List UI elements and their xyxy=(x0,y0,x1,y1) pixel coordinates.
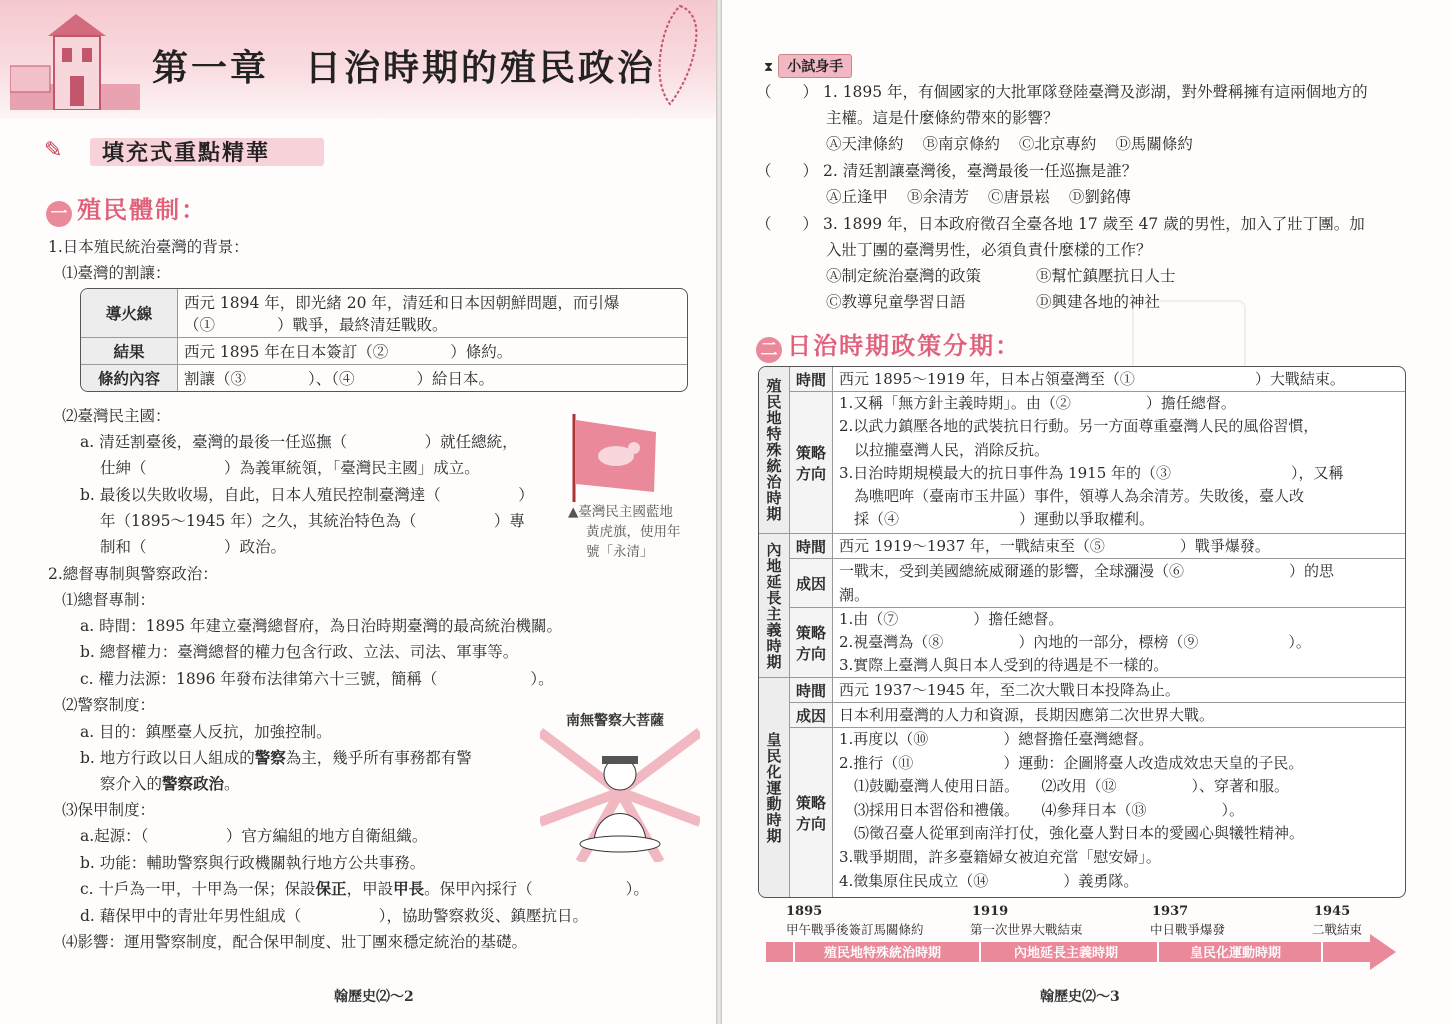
question-text: 主權。這是什麼條約帶來的影響？ xyxy=(826,109,1059,127)
part1-heading xyxy=(46,190,207,227)
item2-sub2: ⑵警察制度： xyxy=(62,696,156,714)
row-key: 成因 xyxy=(790,703,833,728)
text-run: ，甲設 xyxy=(346,880,394,898)
cause-line: 潮。 xyxy=(839,586,870,604)
row-value xyxy=(833,608,1405,678)
row-value: 西元 1895～1919 年，日本占領臺灣至（① ）大戰結束。 xyxy=(833,367,1405,392)
text-line xyxy=(100,772,240,794)
caption-line: 號「永清」 xyxy=(586,544,654,560)
question-1 xyxy=(756,80,1368,102)
text-line: b. 功能：輔助警察與行政機關執行地方公共事務。 xyxy=(80,854,426,872)
item1: 1.日本殖民統治臺灣的背景： xyxy=(48,238,249,256)
strategy-line: ⑴鼓勵臺灣人使用日語。 ⑵改用（⑫ ）、穿著和服。 xyxy=(839,777,1290,796)
left-page xyxy=(0,0,716,1024)
part1-title: 殖民體制： xyxy=(77,195,208,224)
text-line: c. 權力法源：1896 年發布法律第六十三號，簡稱（ ）。 xyxy=(80,670,554,688)
table-value: 割讓（③ ）、（④ ）給日本。 xyxy=(184,370,495,388)
strategy-line: 1.又稱「無方針主義時期」。由（② ）擔任總督。 xyxy=(839,394,1236,412)
cause-line: 一戰末，受到美國總統威爾遜的影響，全球瀰漫（⑥ ）的思 xyxy=(839,562,1335,580)
option: Ⓒ教導兒童學習日語 xyxy=(826,293,966,311)
table-key: 導火線 xyxy=(81,289,178,338)
options xyxy=(826,132,1193,154)
option: Ⓑ余清芳 xyxy=(906,188,969,206)
period-name: 內地延長主義時期 xyxy=(759,534,790,678)
item1-sub2: ⑵臺灣民主國： xyxy=(62,407,171,425)
question-num: 3. xyxy=(822,215,838,233)
row-value: 西元 1919～1937 年，一戰結束至（⑤ ）戰爭爆發。 xyxy=(833,534,1405,559)
row-value: 西元 1937～1945 年，至二次大戰日本投降為止。 xyxy=(833,678,1405,703)
strategy-line: ⑸徵召臺人從軍到南洋打仗，強化臺人對日本的愛國心與犧牲精神。 xyxy=(839,824,1305,843)
text-line: b. 總督權力：臺灣總督的權力包含行政、立法、司法、軍事等。 xyxy=(80,643,519,661)
question-text: 1895 年，有個國家的大批軍隊登陸臺灣及澎湖，對外聲稱擁有這兩個地方的 xyxy=(842,83,1368,101)
strategy-line: 4.徵集原住民成立（⑭ ）義勇隊。 xyxy=(839,871,1139,890)
timeline-year: 1895 xyxy=(786,904,823,919)
item2-sub3: ⑶保甲制度： xyxy=(62,801,156,819)
row-key: 策略方向 xyxy=(790,392,833,534)
row-key: 策略方向 xyxy=(790,728,833,897)
text-line: 年（1895～1945 年）之久，其統治特色為（ ）專 xyxy=(100,512,525,530)
table-line: （① ）戰爭，最終清廷戰敗。 xyxy=(184,316,448,334)
option: Ⓒ唐景崧 xyxy=(987,188,1050,206)
table-row xyxy=(81,365,687,391)
question-text: 清廷割讓臺灣後，臺灣最後一任巡撫是誰？ xyxy=(842,162,1138,180)
strategy-line: 以拉攏臺灣人民，消除反抗。 xyxy=(839,440,1050,459)
illus-title: 南無警察大菩薩 xyxy=(566,713,664,729)
question-num: 2. xyxy=(822,162,838,180)
quiz-label: 小試身手 xyxy=(778,54,852,78)
treaty-table xyxy=(80,288,688,392)
timeline-period: 殖民地特殊統治時期 xyxy=(824,946,942,961)
bold-term: 警察政治 xyxy=(162,774,225,793)
table-key: 結果 xyxy=(81,338,178,365)
flag-caption xyxy=(568,502,681,562)
pen-icon: ✎ xyxy=(44,138,63,163)
police-buddha-illustration xyxy=(540,712,700,862)
timeline-period: 皇民化運動時期 xyxy=(1190,946,1282,961)
tiger-flag-illustration xyxy=(570,412,660,502)
question-text: 入壯丁團的臺灣男性，必須負責什麼樣的工作？ xyxy=(826,241,1152,259)
right-page xyxy=(722,0,1452,1024)
text-line xyxy=(80,877,649,899)
page-number-left: 翰歷史⑵～2 xyxy=(334,989,414,1005)
option: Ⓑ南京條約 xyxy=(922,135,1000,153)
row-key: 時間 xyxy=(790,678,833,703)
timeline-year: 1937 xyxy=(1152,904,1189,919)
part2-title: 日治時期政策分期： xyxy=(787,331,1022,360)
strategy-line: 採（④ ）運動以爭取權利。 xyxy=(839,510,1155,529)
item1-sub1: ⑴臺灣的割讓： xyxy=(62,264,171,282)
table-value xyxy=(178,289,687,338)
timeline-year: 1919 xyxy=(972,904,1009,919)
text-line: d. 藉保甲中的青壯年男性組成（ ），協助警察救災、鎮壓抗日。 xyxy=(80,907,589,925)
text-run: 為主，幾乎所有事務都有警 xyxy=(285,749,472,767)
question-num: 1. xyxy=(822,83,838,101)
chapter-title xyxy=(152,40,656,91)
text-line: b. 最後以失敗收場，自此，日本人殖民控制臺灣達（ ） xyxy=(80,486,534,504)
row-value xyxy=(833,559,1405,608)
timeline-event: 二戰結束 xyxy=(1312,922,1363,937)
options xyxy=(826,185,1131,207)
section-header: 填充式重點精華 xyxy=(102,140,271,166)
timeline-year: 1945 xyxy=(1314,904,1351,919)
option: Ⓓ馬關條約 xyxy=(1115,135,1193,153)
caption-line: 黃虎旗，使用年 xyxy=(586,524,681,540)
page-number-right: 翰歷史⑵～3 xyxy=(1040,989,1120,1005)
strategy-line: 2.視臺灣為（⑧ ）內地的一部分，標榜（⑨ ）。 xyxy=(839,633,1311,651)
item2-sub4: ⑷影響：運用警察制度，配合保甲制度、壯丁團來穩定統治的基礎。 xyxy=(62,933,528,951)
text-line: 制和（ ）政治。 xyxy=(100,538,287,556)
option: Ⓐ丘逢甲 xyxy=(826,188,889,206)
strategy-line: 3.實際上臺灣人與日本人受到的待遇是不一樣的。 xyxy=(839,656,1169,674)
table-row xyxy=(81,289,687,338)
text-run: 。保甲內採行（ ）。 xyxy=(424,880,649,898)
option: Ⓐ天津條約 xyxy=(826,135,904,153)
strategy-line: 3.日治時期規模最大的抗日事件為 1915 年的（③ ），又稱 xyxy=(839,463,1344,482)
timeline-event: 第一次世界大戰結束 xyxy=(970,922,1083,937)
option: Ⓑ幫忙鎮壓抗日人士 xyxy=(1036,267,1176,285)
table-row xyxy=(81,338,687,365)
text-line: a. 時間：1895 年建立臺灣總督府，為日治時期臺灣的最高統治機關。 xyxy=(80,617,562,635)
text-run: 。 xyxy=(224,775,240,793)
row-key: 時間 xyxy=(790,534,833,559)
text-line: a.起源：（ ）官方編組的地方自衛組織。 xyxy=(80,827,428,845)
table-value: 西元 1895 年在日本簽訂（② ）條約。 xyxy=(178,338,687,365)
watchtower-illustration xyxy=(10,6,140,110)
text-line xyxy=(80,746,472,768)
row-value xyxy=(833,728,1405,897)
option: Ⓐ制定統治臺灣的政策 xyxy=(826,267,982,285)
section-header-ribbon xyxy=(44,134,324,168)
row-key: 策略方向 xyxy=(790,608,833,678)
part1-badge: 一 xyxy=(46,201,72,227)
caption-line: ▲臺灣民主國藍地 xyxy=(568,504,673,520)
text-run: b. 地方行政以日人組成的 xyxy=(80,749,255,767)
period-timeline xyxy=(766,904,1426,970)
option: Ⓒ北京專約 xyxy=(1018,135,1097,153)
item2-sub1: ⑴總督專制： xyxy=(62,591,156,609)
strategy-line: ⑶採用日本習俗和禮儀。 ⑷參拜日本（⑬ ）。 xyxy=(839,800,1245,819)
part2-heading xyxy=(756,326,1021,363)
strategy-line: 2.推行（⑪ ）運動：企圖將臺人改造成效忠天皇的子民。 xyxy=(839,753,1304,772)
timeline-event: 中日戰爭爆發 xyxy=(1150,922,1226,937)
text-run: c. 十戶為一甲，十甲為一保；保設 xyxy=(80,880,316,898)
strategy-line: 1.再度以（⑩ ）總督擔任臺灣總督。 xyxy=(839,730,1154,748)
question-text: 1899 年，日本政府徵召全臺各地 17 歲至 47 歲的男性，加入了壯丁團。加 xyxy=(842,215,1365,233)
text-line: a. 目的：鎮壓臺人反抗，加強控制。 xyxy=(80,723,332,741)
option: Ⓓ劉銘傳 xyxy=(1068,188,1131,206)
text-line: a. 清廷割臺後，臺灣的最後一任巡撫（ ）就任總統， xyxy=(80,433,518,451)
period-name: 殖民地特殊統治時期 xyxy=(759,367,790,534)
text-line: 仕紳（ ）為義軍統領，「臺灣民主國」成立。 xyxy=(100,459,480,477)
chapter-number: 第一章 xyxy=(152,47,270,89)
part2-badge: 二 xyxy=(756,337,782,363)
quiz-label-wrap xyxy=(764,54,852,78)
strategy-line: 3.戰爭期間，許多臺籍婦女被迫充當「慰安婦」。 xyxy=(839,847,1161,866)
text-run: 察介入的 xyxy=(100,775,163,793)
table-line: 西元 1894 年，即光緒 20 年，清廷和日本因朝鮮問題，而引爆 xyxy=(184,294,620,312)
bold-term: 甲長 xyxy=(393,879,425,898)
table-key: 條約內容 xyxy=(81,365,178,391)
period-name: 皇民化運動時期 xyxy=(759,678,790,897)
row-value: 日本利用臺灣的人力和資源，長期因應第二次世界大戰。 xyxy=(833,703,1405,728)
option: Ⓓ興建各地的神社 xyxy=(1036,293,1161,311)
strategy-line: 2.以武力鎮壓各地的武裝抗日行動。另一方面尊重臺灣人民的風俗習慣， xyxy=(839,417,1319,436)
timeline-period: 內地延長主義時期 xyxy=(1014,946,1119,961)
strategy-line: 1.由（⑦ ）擔任總督。 xyxy=(839,610,1064,628)
row-key: 時間 xyxy=(790,367,833,392)
strategy-line: 為噍吧哖（臺南市玉井區）事件，領導人為余清芳。失敗後，臺人改 xyxy=(839,487,1305,506)
question-3 xyxy=(756,212,1365,234)
answer-paren: （ ） xyxy=(756,83,819,101)
chapter-name: 日治時期的殖民政治 xyxy=(305,47,657,89)
timeline-event: 甲午戰爭後簽訂馬關條約 xyxy=(786,922,924,937)
hourglass-icon: ⧗ xyxy=(764,60,774,75)
item2: 2.總督專制與警察政治： xyxy=(48,565,218,583)
bold-term: 保正 xyxy=(315,879,347,898)
policy-period-table xyxy=(758,366,1406,898)
row-key: 成因 xyxy=(790,559,833,608)
question-2 xyxy=(756,159,1137,181)
answer-paren: （ ） xyxy=(756,162,819,180)
row-value xyxy=(833,392,1405,534)
bold-term: 警察 xyxy=(254,748,286,767)
answer-paren: （ ） xyxy=(756,215,819,233)
